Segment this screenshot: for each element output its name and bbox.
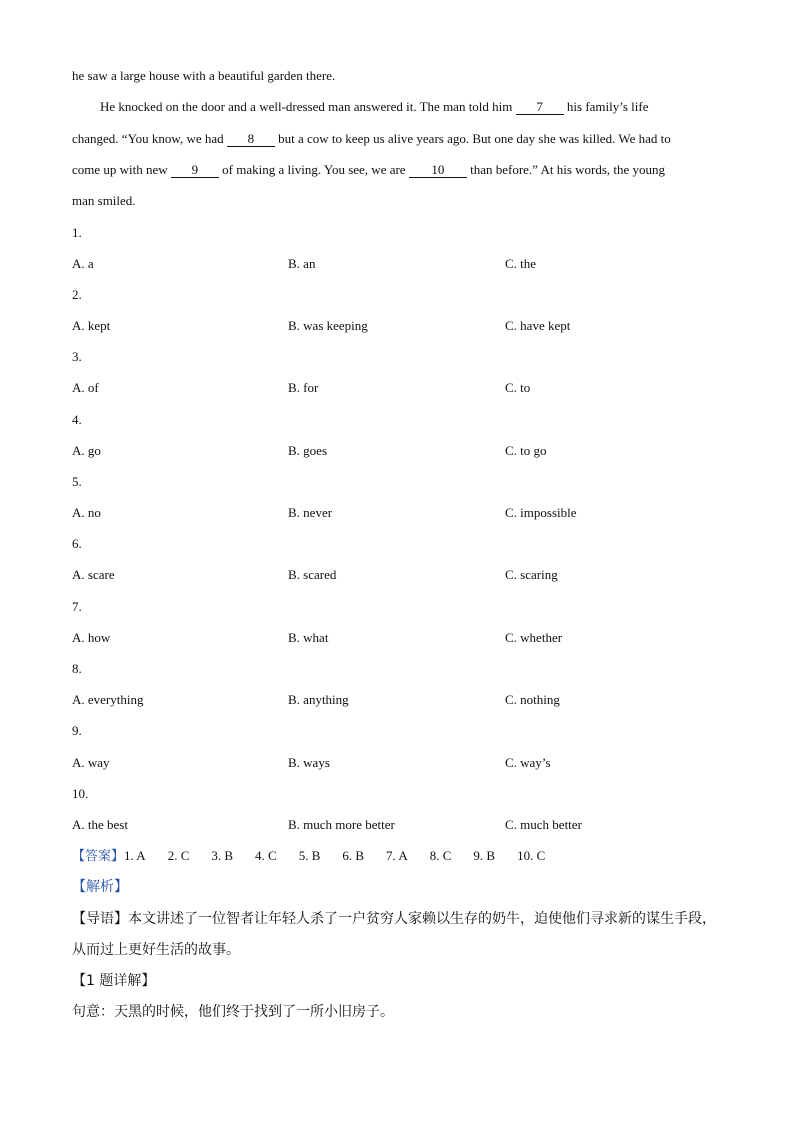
answer-item: 9. B [473, 848, 496, 863]
question-number: 5. [72, 474, 82, 489]
passage-line-4 [72, 161, 665, 179]
blank-9: 9 [171, 162, 219, 178]
option-b: B. what [288, 630, 329, 645]
analysis-tag: 【解析】 [72, 879, 128, 895]
passage-text: he saw a large house with a beautiful garden there. [72, 68, 336, 83]
passage-line-2 [100, 98, 649, 116]
analysis-intro-line-2: 从而过上更好生活的故事。 [72, 942, 240, 958]
answer-item: 8. C [429, 848, 452, 863]
answer-item: 1. A [124, 848, 146, 863]
option-a: A. go [72, 443, 101, 458]
passage-text: than before.” At his words, the young [466, 162, 666, 177]
passage-text: He knocked on the door and a well-dressed man answered it. The man told him [100, 99, 516, 114]
answer-item: 10. C [517, 848, 546, 863]
passage-text: man smiled. [72, 193, 136, 208]
option-a: A. kept [72, 318, 111, 333]
option-b: B. scared [288, 567, 337, 582]
option-a: A. everything [72, 692, 144, 707]
option-c: C. whether [505, 630, 563, 645]
option-c: C. scaring [505, 567, 558, 582]
option-c: C. have kept [505, 318, 571, 333]
option-b: B. ways [288, 755, 330, 770]
passage-line-5 [72, 192, 136, 210]
question-number: 4. [72, 412, 82, 427]
passage-text: changed. “You know, we had [72, 131, 227, 146]
detail-title: 【1 题详解】 [72, 973, 156, 989]
option-b: B. goes [288, 443, 327, 458]
question-number: 3. [72, 349, 82, 364]
option-a: A. a [72, 256, 94, 271]
question-number: 8. [72, 661, 82, 676]
option-a: A. way [72, 755, 110, 770]
answer-item: 6. B [342, 848, 365, 863]
question-number: 1. [72, 225, 82, 240]
answer-row [72, 847, 545, 866]
question-number: 7. [72, 599, 82, 614]
option-a: A. the best [72, 817, 128, 832]
option-b: B. for [288, 380, 319, 395]
blank-8: 8 [227, 131, 275, 147]
answer-tag: 【答案】 [72, 849, 125, 864]
option-b: B. anything [288, 692, 349, 707]
passage-text: but a cow to keep us alive years ago. But one day she was killed. We had to [274, 131, 671, 146]
option-a: A. how [72, 630, 111, 645]
blank-7: 7 [516, 99, 564, 115]
option-c: C. to go [505, 443, 547, 458]
option-b: B. never [288, 505, 333, 520]
option-b: B. much more better [288, 817, 395, 832]
passage-line-3 [72, 130, 671, 148]
passage-line-1 [72, 67, 335, 85]
passage-text: come up with new [72, 162, 171, 177]
option-c: C. impossible [505, 505, 577, 520]
detail-text: 句意：天黑的时候，他们终于找到了一所小旧房子。 [72, 1004, 394, 1020]
option-c: C. the [505, 256, 537, 271]
option-c: C. much better [505, 817, 582, 832]
analysis-intro-line-1: 【导语】本文讲述了一位智者让年轻人杀了一户贫穷人家赖以生存的奶牛，迫使他们寻求新的谋生手段， [72, 911, 716, 927]
option-c: C. nothing [505, 692, 560, 707]
option-a: A. scare [72, 567, 115, 582]
option-c: C. way’s [505, 755, 551, 770]
option-c: C. to [505, 380, 531, 395]
answer-item: 7. A [386, 848, 408, 863]
option-a: A. of [72, 380, 99, 395]
question-number: 10. [72, 786, 89, 801]
blank-10: 10 [409, 162, 467, 178]
passage-text: his family’s life [563, 99, 649, 114]
question-number: 2. [72, 287, 82, 302]
passage-text: of making a living. You see, we are [218, 162, 409, 177]
option-b: B. was keeping [288, 318, 368, 333]
option-a: A. no [72, 505, 101, 520]
option-b: B. an [288, 256, 316, 271]
answer-item: 3. B [211, 848, 234, 863]
answer-item: 2. C [167, 848, 190, 863]
question-number: 9. [72, 723, 82, 738]
answer-item: 5. B [298, 848, 321, 863]
question-number: 6. [72, 536, 82, 551]
answer-item: 4. C [255, 848, 277, 863]
